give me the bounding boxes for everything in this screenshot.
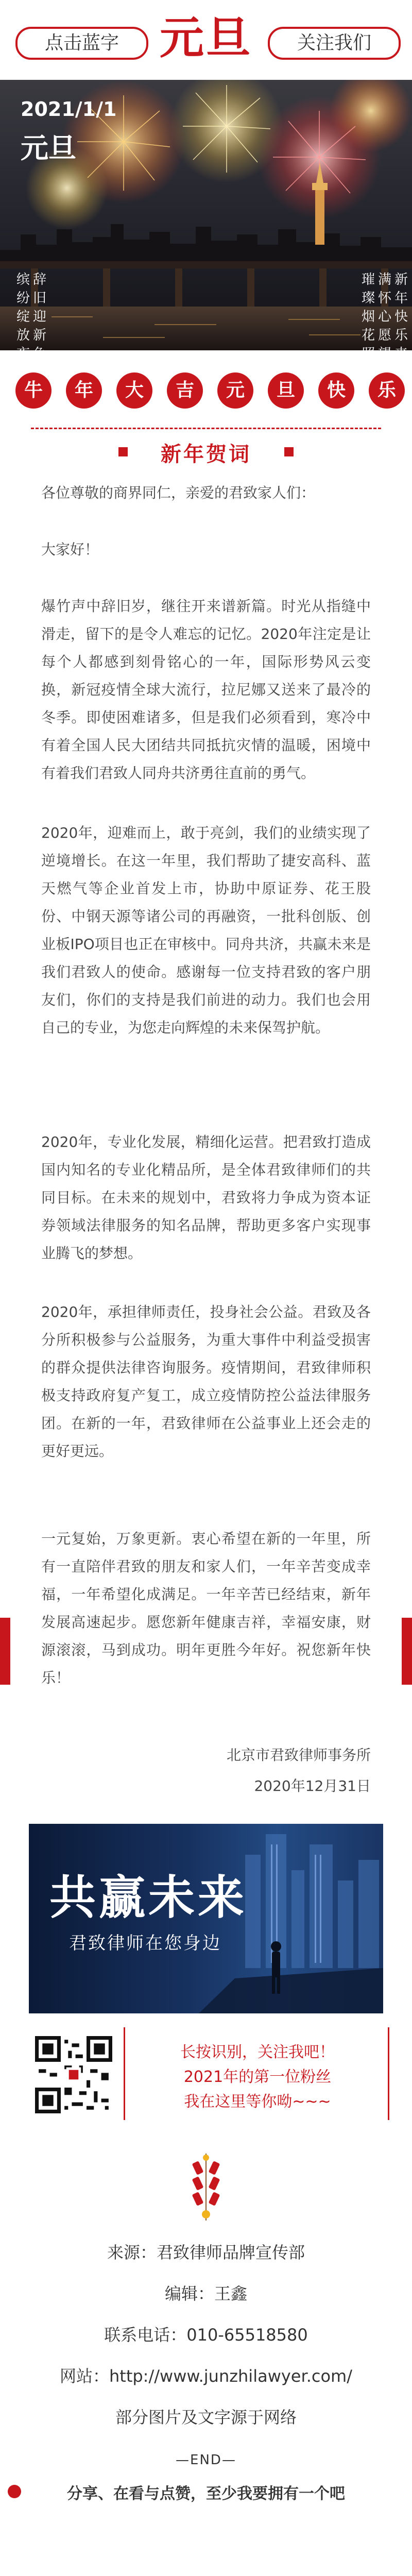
char: 缤	[16, 272, 30, 287]
char: 来	[394, 346, 408, 362]
photo-vertical-text-right-2	[377, 270, 392, 363]
char: 烟	[361, 309, 375, 325]
char: 快	[394, 309, 408, 325]
decorative-red-bar	[402, 1618, 412, 1685]
salutation: 各位尊敬的商界同仁，亲爱的君致家人们：	[41, 484, 316, 501]
paragraph-4: 2020年，承担律师责任，投身社会公益。君致及各分所积极参与公益服务，为重大事件中利益受损害的群众提供法律咨询服务。疫情期间，君致律师积极支持政府复产复工，成立疫情防控公益法律服务团。在新的一年，君致律师在公益事业上还会走的更好更远。	[41, 1303, 371, 1460]
follow-us-button[interactable]: 关注我们	[268, 27, 401, 60]
photo-vertical-text-right-1	[360, 270, 376, 363]
banner-row-char: 牛	[15, 372, 52, 409]
char: 璨	[361, 291, 375, 306]
char: 照	[361, 346, 375, 362]
footer-source: 来源：君致律师品牌宣传部	[107, 2243, 305, 2262]
header-title: 元旦	[160, 12, 252, 64]
banner-row-char: 乐	[369, 372, 405, 409]
qr-line-2: 2021年的第一位粉丝	[183, 2068, 332, 2086]
char: 花	[361, 328, 375, 343]
qr-code-icon	[35, 2036, 112, 2113]
win-together-banner	[29, 1824, 383, 2013]
char: 愿	[377, 328, 391, 343]
char: 迎	[32, 309, 46, 325]
click-blue-text-button[interactable]: 点击蓝字	[15, 27, 148, 60]
char: 放	[16, 328, 30, 343]
decorative-red-bar	[0, 1618, 10, 1685]
char: 怀	[377, 291, 391, 306]
banner-row-char: 年	[66, 372, 102, 409]
char: 年	[394, 291, 408, 306]
paragraph-2: 2020年，迎难而上，敢于亮剑，我们的业绩实现了逆境增长。在这一年里，我们帮助了捷安高科、蓝天燃气等企业首发上市，协助中原证券、花王股份、中钢天源等诸公司的再融资，一批科创版、创业板IPO项目也正在审核中。同舟共济，共赢未来是我们君致人的使命。感谢每一位支持君致的客户朋友们，你们的支持是我们前进的动力。我们也会用自己的专业，为您走向辉煌的未来保驾护航。	[41, 824, 371, 1036]
char: 色	[32, 346, 46, 362]
photo-vertical-text-left-1	[15, 270, 31, 363]
banner-row-char: 元	[217, 372, 253, 409]
char: 满	[377, 272, 391, 287]
char: 夜	[16, 346, 30, 362]
photo-vertical-text-left-2	[32, 270, 47, 363]
date-label: 2021/1/1	[21, 98, 117, 121]
qr-line-1: 长按识别，关注我吧！	[180, 2043, 335, 2061]
banner-title: 共赢未来	[49, 1870, 247, 1925]
char: 新	[32, 328, 46, 343]
char: 纷	[16, 291, 30, 306]
char: 旧	[32, 291, 46, 306]
signature-date: 2020年12月31日	[254, 1777, 371, 1794]
photo-vertical-text-right-3	[393, 270, 409, 363]
char: 辞	[32, 272, 46, 287]
footer-note: 部分图片及文字源于网络	[115, 2408, 297, 2427]
greeting-title: 新年贺词	[161, 443, 251, 466]
footer-editor: 编辑：王鑫	[164, 2284, 247, 2303]
banner-row-char: 大	[116, 372, 152, 409]
footer-website[interactable]: 网站：http://www.junzhilawyer.com/	[59, 2366, 353, 2386]
paragraph-3: 2020年，专业化发展，精细化运营。把君致打造成国内知名的专业化精品所，是全体君致律师们的共同目标。在未来的规划中，君致将力争成为资本证券领域法律服务的知名品牌，帮助更多客户实现事业腾飞的梦想。	[41, 1133, 371, 1262]
footer-phone: 联系电话：010-65518580	[104, 2325, 308, 2345]
hello-text: 大家好！	[41, 541, 99, 558]
paragraph-1: 爆竹声中辞旧岁，继往开来谱新篇。时光从指缝中滑走，留下的是令人难忘的记忆。2020年注定是让每个人都感到刻骨铭心的一年，国际形势风云变换，新冠疫情全球大流行，拉尼娜又送来了最冷的冬季。即使困难诸多，但是我们必须看到，寒冷中有着全国人民大团结共同抵抗灾情的温暖，困境中有着我们君致人同舟共济勇往直前的勇气。	[41, 598, 371, 782]
char: 绽	[16, 309, 30, 325]
end-marker: —END—	[176, 2452, 236, 2468]
qr-line-3: 我在这里等你呦~~~	[184, 2093, 331, 2111]
char: 望	[377, 346, 391, 362]
banner-row-char: 吉	[167, 372, 203, 409]
share-like-prompt: 分享、在看与点赞，至少我要拥有一个吧	[67, 2485, 345, 2503]
char: 新	[394, 272, 408, 287]
firecracker-icon	[183, 2154, 229, 2226]
photo-title: 元旦	[21, 132, 76, 164]
signature-org: 北京市君致律师事务所	[226, 1747, 371, 1764]
char: 乐	[394, 328, 408, 343]
banner-row-char: 快	[318, 372, 354, 409]
char: 璀	[361, 272, 375, 287]
qr-code[interactable]	[35, 2036, 112, 2113]
paragraph-5: 一元复始，万象更新。衷心希望在新的一年里，所有一直陪伴君致的朋友和家人们，一年辛苦变成幸福，一年希望化成满足。一年辛苦已经结束，新年发展高速起步。愿您新年健康吉祥，幸福安康，财源滚滚，马到成功。明年更胜今年好。祝您新年快乐！	[41, 1530, 371, 1686]
banner-subtitle: 君致律师在您身边	[69, 1933, 221, 1954]
banner-row-char: 旦	[268, 372, 304, 409]
char: 心	[377, 309, 391, 325]
